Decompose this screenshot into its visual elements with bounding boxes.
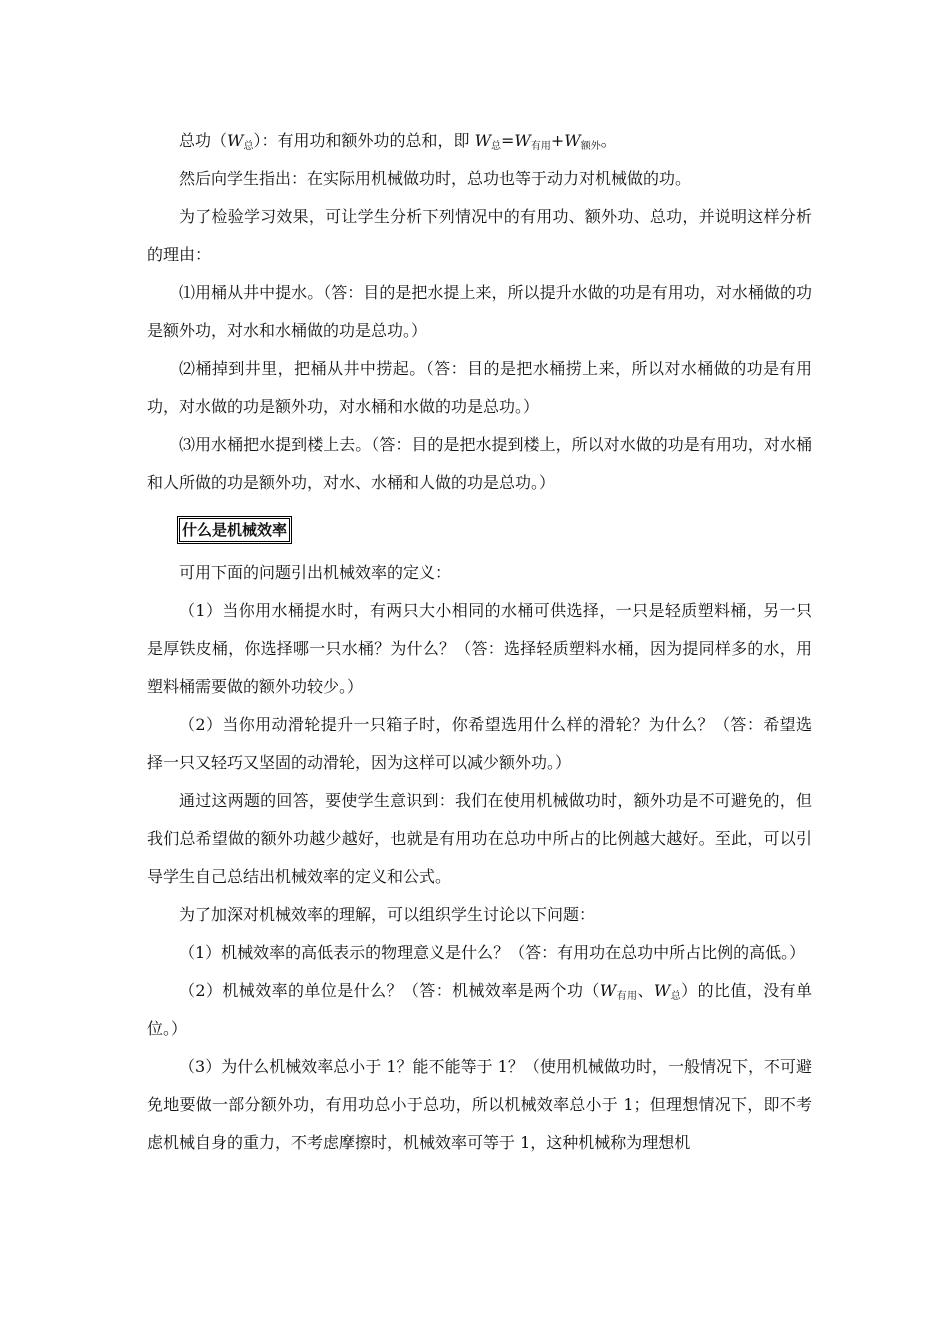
paragraph: 然后向学生指出：在实际用机械做功时，总功也等于动力对机械做的功。: [179, 169, 692, 188]
formula-sub-total-lhs: 总: [491, 141, 502, 152]
paragraph: 为了检验学习效果，可让学生分析下列情况中的有用功、额外功、总功，并说明这样分析的理由：: [147, 207, 812, 264]
formula-mid: ）：有用功和额外功的总和，即: [253, 131, 475, 150]
list-item: ⑶用水桶把水提到楼上去。（答：目的是把水提到楼上，所以对水做的功是有用功，对水桶和人所做的功是额外功，对水、水桶和人做的功是总功。）: [147, 435, 812, 492]
formula-label: 总功（: [179, 131, 228, 150]
q2-w-useful: W: [599, 981, 617, 1000]
q2-sub-total: 总: [670, 991, 682, 1002]
section-heading: 什么是机械效率: [177, 516, 292, 544]
paragraph: 通过这两题的回答，要使学生意识到：我们在使用机械做功时，额外功是不可避免的，但我们总希望做的额外功越少越好，也就是有用功在总功中所占的比例越大越好。至此，可以引导学生自己总结出机械效率的定义和公式。: [147, 791, 812, 886]
q2-post: ）的比值，没有单位。）: [147, 981, 813, 1038]
formula-sub-total: 总: [243, 141, 254, 152]
list-item: （2）当你用动滑轮提升一只箱子时，你希望选用什么样的滑轮？为什么？（答：希望选择一只又轻巧又坚固的动滑轮，因为这样可以减少额外功。）: [147, 715, 812, 772]
total-work-definition: [147, 122, 812, 160]
list-item: ⑴用桶从井中提水。（答：目的是把水提上来，所以提升水做的功是有用功，对水桶做的功是额外功，对水和水桶做的功是总功。）: [147, 283, 812, 340]
q2-w-total: W: [653, 981, 671, 1000]
q2-sub-useful: 有用: [616, 991, 638, 1002]
formula-end: 。: [600, 131, 617, 150]
list-item: （3）为什么机械效率总小于 1？能不能等于 1？（使用机械做功时，一般情况下，不可避免地要做一部分额外功，有用功总小于总功，所以机械效率总小于 1；但理想情况下，即不考虑机械自身的重力，不考虑摩擦时，机械效率可等于 1，这种机械称为理想机: [147, 1057, 812, 1152]
formula-plus: +: [550, 131, 565, 150]
q2-sep: 、: [637, 981, 654, 1000]
document-body: [147, 122, 812, 1162]
formula-w-lhs: W: [474, 131, 492, 150]
q2-pre: （2）机械效率的单位是什么？（答：机械效率是两个功（: [179, 981, 600, 1000]
paragraph: 可用下面的问题引出机械效率的定义：: [179, 563, 452, 582]
section-heading-wrap: [147, 502, 812, 554]
formula-w-extra: W: [564, 131, 581, 150]
list-item: （1）机械效率的高低表示的物理意义是什么？（答：有用功在总功中所占比例的高低。）: [179, 943, 806, 962]
formula-eq: =: [501, 131, 515, 150]
formula-w: W: [227, 131, 244, 150]
list-item: （1）当你用水桶提水时，有两只大小相同的水桶可供选择，一只是轻质塑料桶，另一只是厚铁皮桶，你选择哪一只水桶？为什么？（答：选择轻质塑料水桶，因为提同样多的水，用塑料桶需要做的额外功较少。）: [147, 601, 812, 696]
list-item-unit: [147, 972, 812, 1048]
list-item: ⑵桶掉到井里，把桶从井中捞起。（答：目的是把水桶捞上来，所以对水桶做的功是有用功，对水做的功是额外功，对水桶和水做的功是总功。）: [147, 359, 812, 416]
formula-sub-useful: 有用: [530, 141, 551, 152]
formula-w-useful: W: [514, 131, 531, 150]
paragraph: 为了加深对机械效率的理解，可以组织学生讨论以下问题：: [179, 905, 596, 924]
formula-sub-extra: 额外: [580, 141, 601, 152]
